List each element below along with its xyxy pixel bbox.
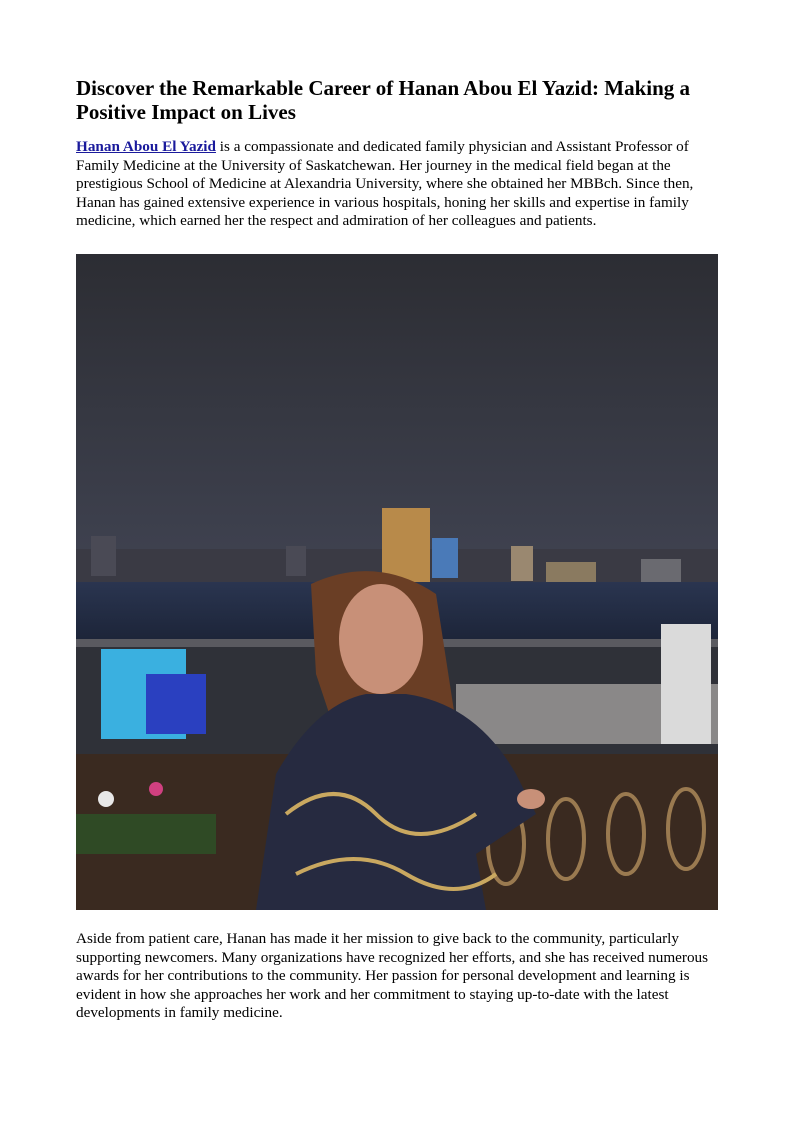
intro-paragraph bbox=[76, 138, 720, 231]
article-header bbox=[76, 76, 720, 231]
portrait-photo bbox=[76, 254, 718, 910]
intro-text: is a compassionate and dedicated family physician and Assistant Professor of Family Medicine at the University of Saskatchewan. Her journey in the medical field began at the prestigious School of Medicine at Alexandria University, where she obtained her MBBch. Since then, Hanan has gained extensive experience in various hospitals, honing her skills and expertise in family medicine, which earned her the respect and admiration of her colleagues and patients. bbox=[76, 138, 694, 229]
night-city-photo bbox=[76, 254, 718, 910]
page-title: Discover the Remarkable Career of Hanan Abou El Yazid: Making a Positive Impact on Lives bbox=[76, 76, 691, 124]
body-paragraph: Aside from patient care, Hanan has made it her mission to give back to the community, particularly supporting newcomers. Many organizations have recognized her efforts, and she has received numerous awards for her contributions to the community. Her passion for personal development and learning is evident in how she approaches her work and her commitment to staying up-to-date with the latest developments in family medicine. bbox=[76, 930, 709, 1021]
profile-link[interactable]: Hanan Abou El Yazid bbox=[76, 138, 216, 155]
body-section bbox=[76, 930, 720, 1023]
